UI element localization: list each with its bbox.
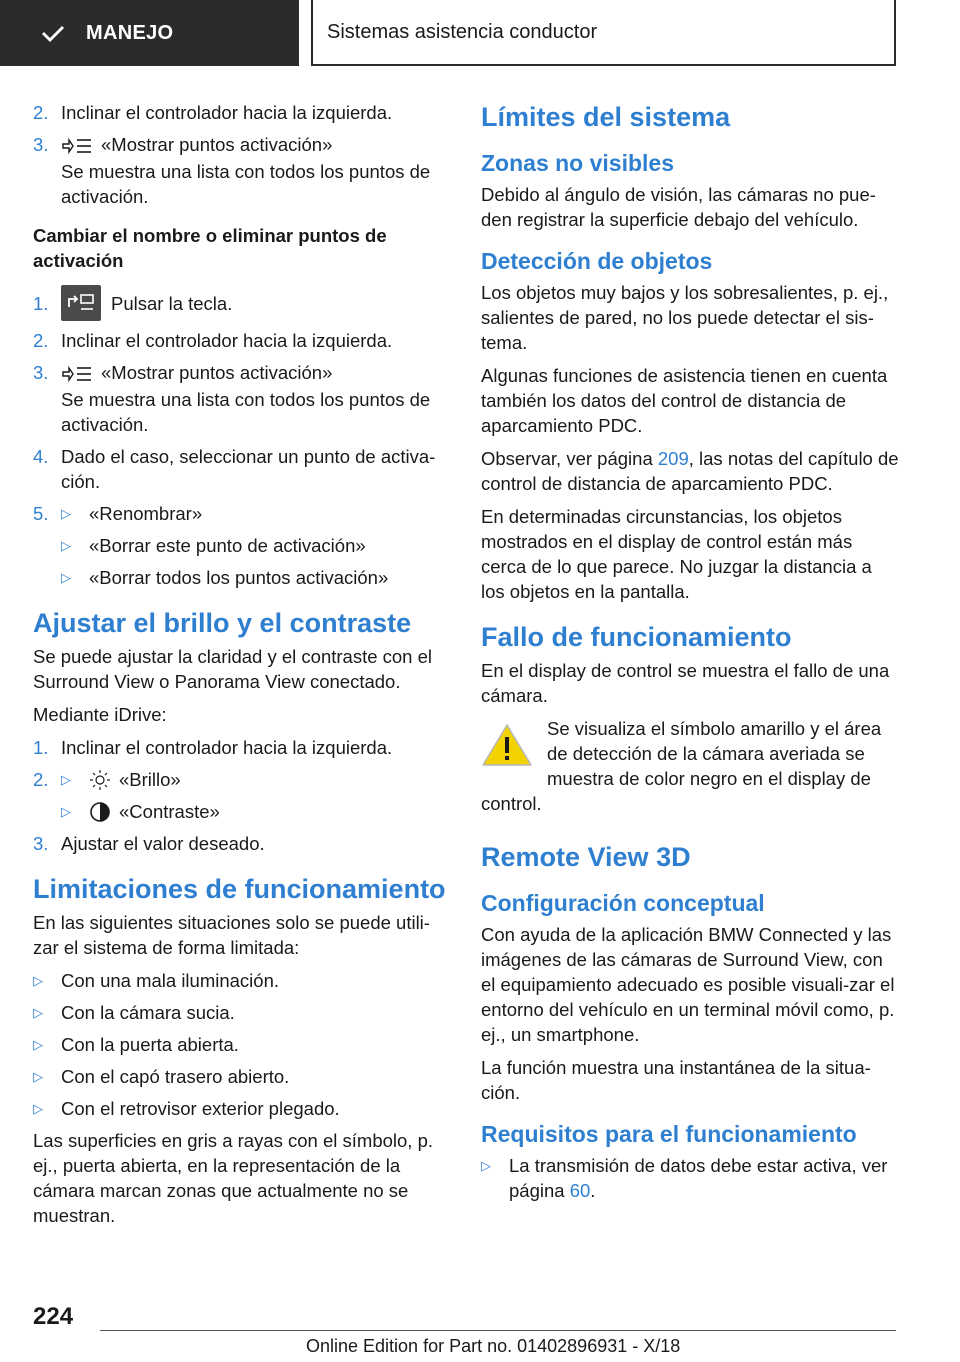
step-continuation: Se muestra una lista con todos los puntos de activación.: [61, 389, 431, 435]
text: .: [590, 1180, 596, 1201]
nested-list: [33, 533, 447, 590]
step-number: 3.: [33, 134, 49, 155]
step: [33, 328, 447, 353]
list-item-text: Con el capó trasero abierto.: [61, 1066, 290, 1087]
text: Observar, ver página: [481, 448, 658, 469]
step: [33, 735, 447, 760]
step-number: 2.: [33, 330, 49, 351]
subheading-rename: Cambiar el nombre o eliminar puntos de activación: [33, 225, 387, 271]
list-item: [481, 1153, 899, 1203]
step: [33, 285, 447, 321]
page-number: 224: [33, 1303, 74, 1330]
step-number: 3.: [33, 833, 49, 854]
heading-hidden-zones: Zonas no visibles: [481, 150, 674, 176]
list-item: [61, 565, 447, 590]
chapter-label: Sistemas asistencia conductor: [327, 20, 598, 43]
triangle-bullet-icon: ▷: [33, 1037, 43, 1052]
step-number: 3.: [33, 362, 49, 383]
edition-info: Online Edition for Part no. 01402896931 - X/18: [306, 1336, 681, 1356]
step-text: Inclinar el controlador hacia la izquierda.: [61, 737, 393, 758]
paragraph: Debido al ángulo de visión, las cámaras no pue‐den registrar la superficie debajo del vehículo.: [481, 184, 876, 230]
steering-hand-icon: [40, 20, 66, 46]
list-item: [61, 533, 447, 558]
step-number: 4.: [33, 446, 49, 467]
paragraph: Los objetos muy bajos y los sobresalientes, p. ej., salientes de pared, no los puede detectar el sis‐tema.: [481, 282, 889, 353]
step-text: «Mostrar puntos activación»: [101, 134, 333, 155]
list-item-text: «Borrar este punto de activación»: [89, 535, 366, 556]
nested-list: [33, 799, 447, 824]
step-number: 1.: [33, 737, 49, 758]
list-item: [33, 1032, 447, 1057]
step-text: Inclinar el controlador hacia la izquierda.: [61, 330, 393, 351]
activation-list-icon: [61, 364, 93, 384]
warning-triangle-icon: [481, 722, 533, 768]
list-item: [61, 799, 447, 824]
triangle-bullet-icon: ▷: [33, 1069, 43, 1084]
warning-note: [481, 716, 899, 816]
paragraph: En determinadas circunstancias, los objetos mostrados en el display de control están más cerca de lo que parece. No juzgar la distancia a los objetos en la pantalla.: [481, 506, 872, 602]
step-text: «Mostrar puntos activación»: [101, 362, 333, 383]
paragraph: La función muestra una instantánea de la situa‐ción.: [481, 1057, 871, 1103]
step: [33, 132, 447, 209]
triangle-bullet-icon: ▷: [481, 1158, 491, 1173]
activation-list-icon: [61, 136, 93, 156]
heading-limitations: Limitaciones de funcionamiento: [33, 874, 446, 904]
list-item-text: Con la puerta abierta.: [61, 1034, 239, 1055]
list-item-text: [509, 1153, 899, 1203]
triangle-bullet-icon: ▷: [61, 538, 71, 553]
footer-divider: [100, 1330, 896, 1331]
step-continuation: Se muestra una lista con todos los puntos de activación.: [61, 161, 431, 207]
step-text: Inclinar el controlador hacia la izquierda.: [61, 102, 393, 123]
step: [33, 831, 447, 856]
right-column: [481, 100, 899, 1210]
step: [33, 100, 447, 125]
brightness-icon: [89, 769, 111, 791]
list-item-text: Con la cámara sucia.: [61, 1002, 235, 1023]
list-item: [33, 1096, 447, 1121]
triangle-bullet-icon: ▷: [61, 570, 71, 585]
step: [33, 501, 447, 526]
step-text: Pulsar la tecla.: [111, 292, 233, 314]
paragraph: Mediante iDrive:: [33, 704, 167, 725]
triangle-bullet-icon: ▷: [33, 1101, 43, 1116]
list-item-text: Con una mala iluminación.: [61, 970, 280, 991]
paragraph: Algunas funciones de asistencia tienen en cuenta también los datos del control de distancia de aparcamiento PDC.: [481, 365, 888, 436]
heading-brightness: Ajustar el brillo y el contraste: [33, 608, 412, 638]
triangle-bullet-icon: ▷: [61, 804, 71, 819]
heading-malfunction: Fallo de funcionamiento: [481, 622, 792, 652]
paragraph: [481, 446, 899, 496]
list-item-text: Con el retrovisor exterior plegado.: [61, 1098, 340, 1119]
heading-requirements: Requisitos para el funcionamiento: [481, 1121, 857, 1147]
heading-object-detection: Detección de objetos: [481, 248, 713, 274]
step-number: 2.: [33, 102, 49, 123]
list-item: [33, 1000, 447, 1025]
text: , las notas del capítulo de control de distancia de aparcamiento PDC.: [481, 448, 899, 494]
step: [33, 767, 447, 792]
step-text: «Renombrar»: [89, 503, 203, 524]
step: [33, 360, 447, 437]
heading-remote-view: Remote View 3D: [481, 842, 691, 872]
chapter-tab: [311, 0, 896, 66]
step: [33, 444, 447, 494]
triangle-bullet-icon: ▷: [61, 506, 71, 521]
section-label: MANEJO: [86, 21, 174, 44]
camera-button-icon: [61, 285, 101, 321]
step-number: 5.: [33, 503, 49, 524]
step-number: 2.: [33, 769, 49, 790]
text: La transmisión de datos debe estar activa, ver página: [509, 1155, 888, 1201]
list-item: [33, 968, 447, 993]
triangle-bullet-icon: ▷: [61, 772, 71, 787]
step-text: Ajustar el valor deseado.: [61, 833, 265, 854]
page-link-209[interactable]: 209: [657, 448, 689, 469]
left-column: [33, 100, 447, 1236]
heading-concept: Configuración conceptual: [481, 890, 765, 916]
list-item-text: «Contraste»: [119, 801, 220, 822]
paragraph: En las siguientes situaciones solo se puede utili‐zar el sistema de forma limitada:: [33, 912, 430, 958]
step-text: Dado el caso, seleccionar un punto de activa‐ción.: [61, 446, 436, 492]
paragraph: Con ayuda de la aplicación BMW Connected y las imágenes de las cámaras de Surround View, con el equipamiento adecuado es posible visuali‐zar el entorno del vehículo en un terminal móvil como, p. ej., un smartphone.: [481, 924, 895, 1045]
step-number: 1.: [33, 292, 49, 314]
list-item-text: «Borrar todos los puntos activación»: [89, 567, 389, 588]
step-text: «Brillo»: [119, 769, 181, 790]
triangle-bullet-icon: ▷: [33, 973, 43, 988]
paragraph: Se puede ajustar la claridad y el contraste con el Surround View o Panorama View conectado.: [33, 646, 433, 692]
warning-line: Se visualiza el símbolo amarillo y el área: [547, 718, 882, 739]
heading-system-limits: Límites del sistema: [481, 102, 731, 132]
page-link-60[interactable]: 60: [569, 1180, 591, 1201]
triangle-bullet-icon: ▷: [33, 1005, 43, 1020]
section-tab: [0, 0, 299, 66]
paragraph: Las superficies en gris a rayas con el símbolo, p. ej., puerta abierta, en la representación de la cámara marcan zonas que actualmente no se muestran.: [33, 1130, 433, 1226]
warning-line: control.: [481, 793, 542, 814]
warning-line: de detección de la cámara averiada se: [547, 743, 865, 764]
paragraph: En el display de control se muestra el fallo de una cámara.: [481, 660, 890, 706]
list-item: [33, 1064, 447, 1089]
contrast-icon: [89, 801, 111, 823]
page-header: [0, 0, 960, 66]
warning-line: muestra de color negro en el display de: [547, 768, 871, 789]
